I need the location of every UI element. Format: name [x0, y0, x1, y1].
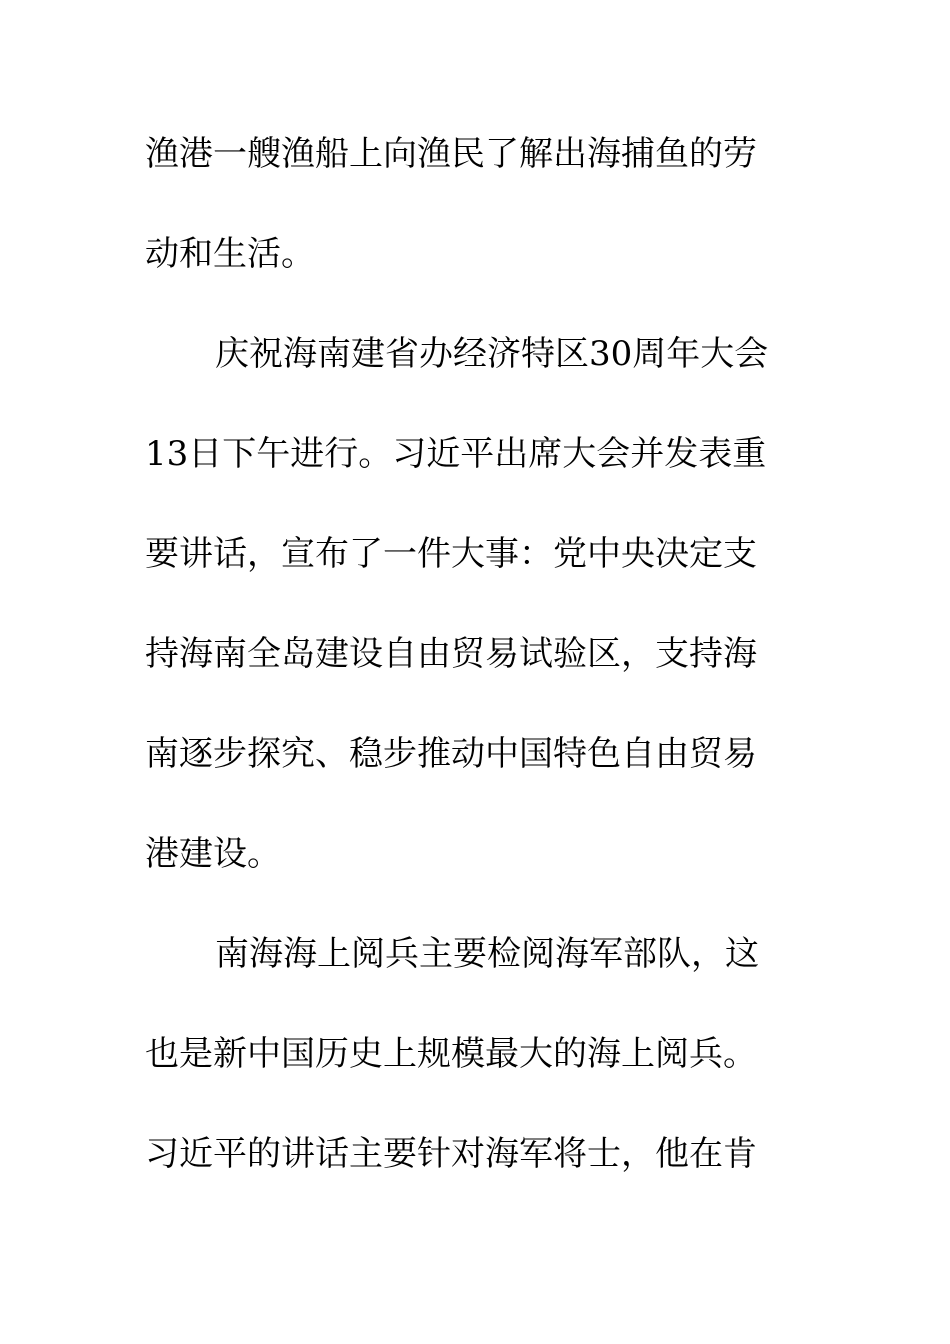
paragraph-first-line: 南海海上阅兵主要检阅海军部队，这	[215, 934, 759, 974]
text-line: 动和生活。	[145, 234, 315, 274]
paragraph-first-line: 庆祝海南建省办经济特区30周年大会	[215, 334, 769, 374]
text-line: 要讲话，宣布了一件大事：党中央决定支	[145, 534, 757, 574]
text-line: 13日下午进行。习近平出席大会并发表重	[145, 434, 767, 474]
text-line: 渔港一艘渔船上向渔民了解出海捕鱼的劳	[145, 134, 757, 174]
text-line: 持海南全岛建设自由贸易试验区，支持海	[145, 634, 757, 674]
text-line: 南逐步探究、稳步推动中国特色自由贸易	[145, 734, 757, 774]
text-line: 港建设。	[145, 834, 281, 874]
text-line: 习近平的讲话主要针对海军将士，他在肯	[145, 1134, 757, 1174]
text-line: 也是新中国历史上规模最大的海上阅兵。	[145, 1034, 757, 1074]
